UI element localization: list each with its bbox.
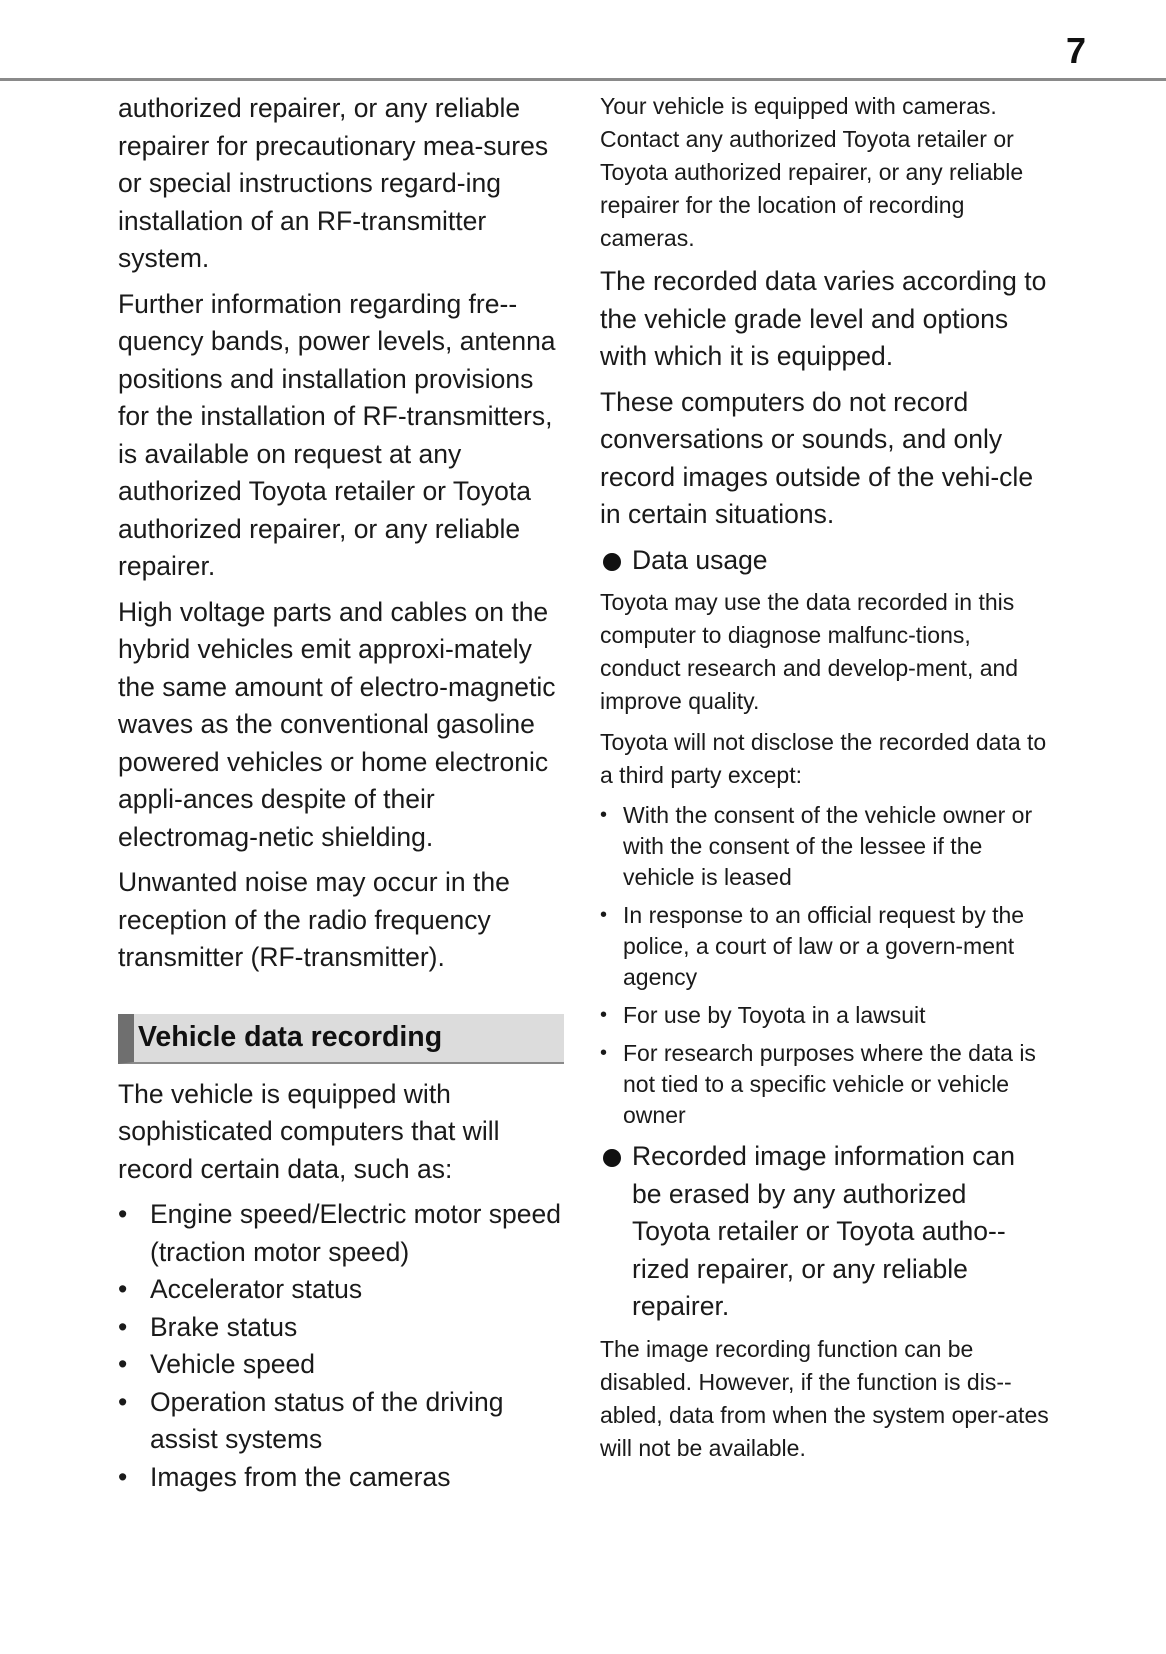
list-item: • With the consent of the vehicle owner or with the consent of the lessee if the vehicle is leased (600, 802, 1033, 890)
paragraph: The vehicle is equipped with sophisticated computers that will record certain data, such as: (118, 1078, 500, 1184)
bullet-disc-icon (603, 1149, 621, 1167)
paragraph: Toyota will not disclose the recorded data to a third party except: (600, 729, 1047, 788)
right-column (600, 90, 1050, 1473)
list-item: • For use by Toyota in a lawsuit (600, 1002, 926, 1028)
paragraph: Unwanted noise may occur in the reception of the radio frequency transmitter (RF-transmitter). (118, 867, 510, 972)
paragraph: authorized repairer, or any reliable repairer for precautionary mea-sures or special instructions regard-ing installation of an RF-transmitter system. (118, 93, 549, 273)
left-column (118, 90, 568, 1496)
data-usage-heading: Data usage (600, 542, 1050, 580)
paragraph: Your vehicle is equipped with cameras. Contact any authorized Toyota retailer or Toyota authorized repairer, or any reliable repairer for the location of recording cameras. (600, 93, 1024, 251)
paragraph: These computers do not record conversations or sounds, and only record images outside of the vehi-cle in certain situations. (600, 386, 1034, 529)
list-item: • For research purposes where the data is not tied to a specific vehicle or vehicle owner (600, 1040, 1036, 1128)
section-heading (118, 1014, 564, 1064)
header-rule (0, 78, 1166, 81)
paragraph: Further information regarding fre-quency bands, power levels, antenna positions and installation provisions for the installation of RF-transmitters, is available on request at any authorized Toyota retailer or Toyota authorized repairer, or any reliable repairer. (118, 288, 556, 581)
bullet-disc-icon (603, 553, 621, 571)
disclosure-exceptions-list (600, 800, 1050, 1131)
recorded-data-list (118, 1196, 568, 1496)
list-item: • Images from the cameras (118, 1461, 451, 1492)
paragraph: The recorded data varies according to the vehicle grade level and options with which it is equipped. (600, 266, 1047, 371)
section-title: Vehicle data recording (138, 1021, 443, 1053)
list-item: • Brake status (118, 1311, 298, 1342)
image-erasure-heading: Recorded image information can be erased by any authorized Toyota retailer or Toyota autho-rized repairer, or any reliable repairer. (600, 1138, 1050, 1326)
list-item: • Engine speed/Electric motor speed (traction motor speed) (118, 1199, 561, 1267)
list-item: • Accelerator status (118, 1274, 363, 1304)
list-item: • Vehicle speed (118, 1349, 316, 1379)
page-number: 7 (1065, 30, 1086, 71)
paragraph: Toyota may use the data recorded in this computer to diagnose malfunc-tions, conduct research and develop-ment, and improve quality. (600, 589, 1019, 714)
list-item: • Operation status of the driving assist systems (118, 1386, 504, 1454)
paragraph: High voltage parts and cables on the hybrid vehicles emit approxi-mately the same amount of electro-magnetic waves as the conventional gasoline powered vehicles or home electronic appli-ances despite of their electromag-netic shielding. (118, 596, 556, 852)
list-item: • In response to an official request by the police, a court of law or a govern-ment agency (600, 902, 1025, 990)
paragraph: The image recording function can be disabled. However, if the function is dis-abled, data from when the system oper-ates will not be available. (600, 1335, 1049, 1461)
